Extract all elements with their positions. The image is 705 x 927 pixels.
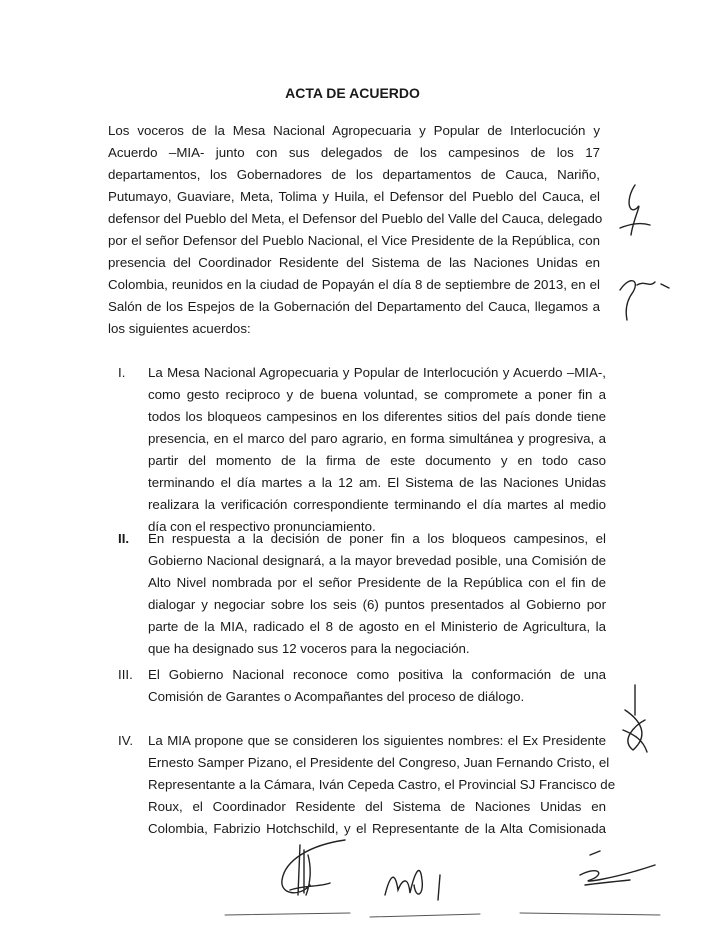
text-line: Roux, el Coordinador Residente del Sistema de Naciones Unidas en	[148, 799, 606, 814]
text-line: Acuerdo –MIA- junto con sus delegados de los campesinos de los 17	[108, 145, 600, 160]
text-line: día con el respectivo pronunciamiento.	[148, 519, 376, 534]
margin-initial-signature	[615, 180, 655, 240]
text-line: Alto Nivel nombrada por el señor Presidente de la República con el fin de	[148, 575, 606, 590]
text-line: realizara la verificación correspondiente terminando el día martes al medio	[148, 497, 606, 512]
text-line: La MIA propone que se consideren los siguientes nombres: el Ex Presidente	[148, 733, 606, 748]
agreement-item-2	[148, 528, 606, 660]
text-line: El Gobierno Nacional reconoce como positiva la conformación de una	[148, 667, 606, 682]
agreement-item-3	[148, 664, 606, 708]
text-line: todos los bloqueos campesinos en los diferentes sitios del país donde tiene	[148, 409, 606, 424]
text-line: presencia del Coordinador Residente del Sistema de las Naciones Unidas en	[108, 255, 600, 270]
text-line: como gesto reciproco y de buena voluntad, se compromete a poner fin a	[148, 387, 606, 402]
text-line: Ernesto Samper Pizano, el Presidente del Congreso, Juan Fernando Cristo, el	[148, 755, 610, 770]
agreement-item-1	[148, 362, 606, 538]
text-line: presencia, en el marco del paro agrario, en forma simultánea y progresiva, a	[148, 431, 606, 446]
text-line: Gobierno Nacional designará, a la mayor brevedad posible, una Comisión de	[148, 553, 606, 568]
item-numeral: I.	[118, 365, 126, 380]
signature-baseline	[220, 905, 670, 925]
text-line: terminando el día martes a la 12 am. El Sistema de las Naciones Unidas	[148, 475, 606, 490]
text-line: Putumayo, Guaviare, Meta, Tolima y Huila, el Defensor del Pueblo del Cauca, el	[108, 189, 600, 204]
margin-initial-signature	[615, 680, 655, 760]
text-line: Colombia, Fabrizio Hotchschild, y el Representante de la Alta Comisionada	[148, 821, 606, 836]
text-line: Comisión de Garantes o Acompañantes del proceso de diálogo.	[148, 689, 525, 704]
document-title: ACTA DE ACUERDO	[285, 85, 420, 101]
text-line: Los voceros de la Mesa Nacional Agropecuaria y Popular de Interlocución y	[108, 123, 600, 138]
item-numeral: II.	[118, 531, 130, 546]
signature	[380, 855, 460, 905]
text-line: Salón de los Espejos de la Gobernación del Departamento del Cauca, llegamos a	[108, 299, 600, 314]
text-line: partir del momento de la firma de este documento y en todo caso	[148, 453, 606, 468]
intro-paragraph	[108, 120, 603, 340]
text-line: En respuesta a la decisión de poner fin a los bloqueos campesinos, el	[148, 531, 606, 546]
margin-initial-signature	[615, 270, 675, 320]
signature	[270, 835, 350, 905]
item-numeral: IV.	[118, 733, 134, 748]
text-line: que ha designado sus 12 voceros para la negociación.	[148, 641, 470, 656]
text-line: departamentos, los Gobernadores de los departamentos de Cauca, Nariño,	[108, 167, 600, 182]
text-line: dialogar y negociar sobre los seis (6) puntos presentados al Gobierno por	[148, 597, 606, 612]
text-line: los siguientes acuerdos:	[108, 321, 251, 336]
text-line: por el señor Defensor del Pueblo Nacional, el Vice Presidente de la República, con	[108, 233, 600, 248]
text-line: La Mesa Nacional Agropecuaria y Popular de Interlocución y Acuerdo –MIA-,	[148, 365, 606, 380]
item-numeral: III.	[118, 667, 133, 682]
text-line: defensor del Pueblo del Meta, el Defensor del Pueblo del Valle del Cauca, delegado	[108, 211, 603, 226]
text-line: parte de la MIA, radicado el 8 de agosto en el Ministerio de Agricultura, la	[148, 619, 606, 634]
agreement-item-4	[148, 730, 616, 840]
text-line: Representante a la Cámara, Iván Cepeda Castro, el Provincial SJ Francisco de	[148, 777, 616, 792]
text-line: Colombia, reunidos en la ciudad de Popayán el día 8 de septiembre de 2013, en el	[108, 277, 600, 292]
signature	[560, 845, 660, 895]
